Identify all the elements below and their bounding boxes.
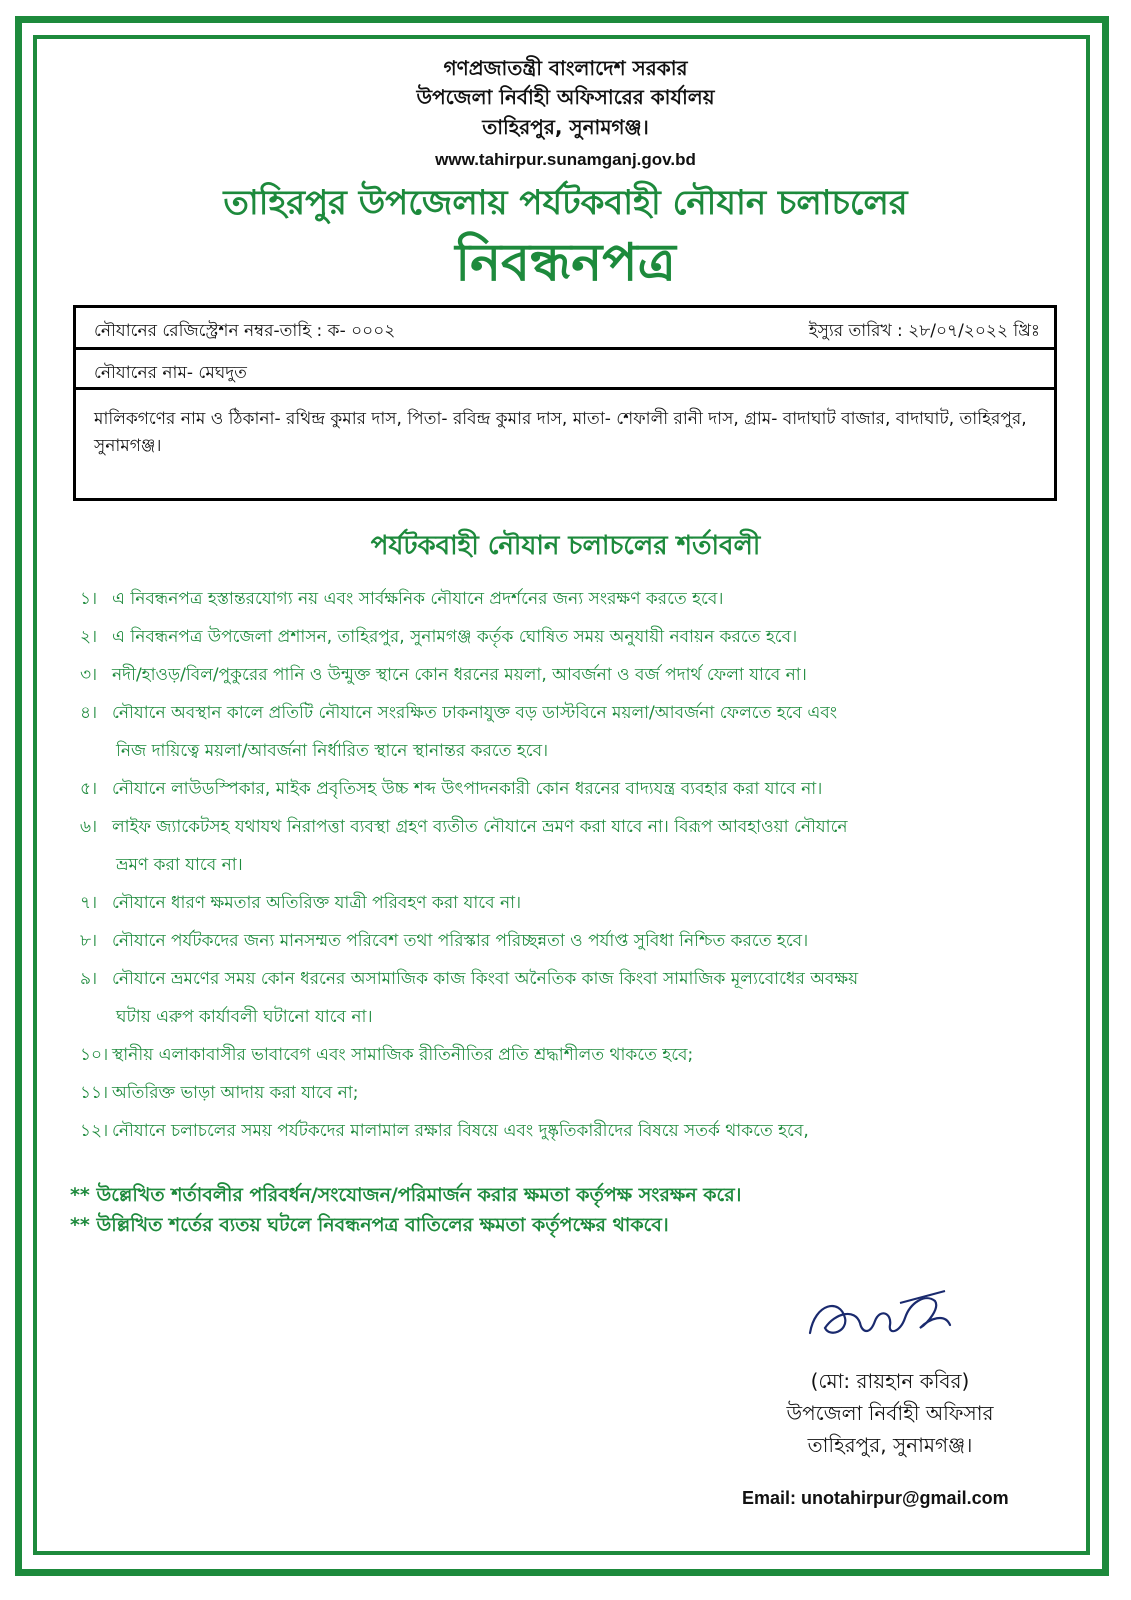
condition-item — [80, 580, 1040, 618]
conditions-title: পর্যটকবাহী নৌযান চলাচলের শর্তাবলী — [370, 531, 761, 561]
condition-item — [80, 922, 1040, 960]
condition-text: নৌযানে ভ্রমণের সময় কোন ধরনের অসামাজিক কাজ কিংবা অনৈতিক কাজ কিংবা সামাজিক মূল্যবোধের অবক্ষয় — [112, 969, 859, 989]
boat-name: নৌযানের নাম- মেঘদুত — [94, 363, 247, 383]
condition-number: ৭। — [80, 893, 98, 913]
note-line: ** উল্লেখিত শর্তাবলীর পরিবর্ধন/সংযোজন/পরিমার্জন করার ক্ষমতা কর্তৃপক্ষ সংরক্ষন করে। — [70, 1184, 742, 1206]
condition-text: নদী/হাওড়/বিল/পুকুরের পানি ও উন্মুক্ত স্থানে কোন ধরনের ময়লা, আবর্জনা ও বর্জ পদার্থ ফেলা যাবে না। — [112, 665, 807, 685]
boat-name-row — [76, 350, 1054, 390]
government-name: গণপ্রজাতন্ত্রী বাংলাদেশ সরকার — [443, 56, 688, 80]
condition-item — [80, 960, 1040, 1036]
notes-section — [70, 1180, 1040, 1240]
handwritten-signature — [800, 1283, 960, 1353]
condition-number: ৬। — [80, 817, 98, 837]
signatory-name: (মো: রায়হান কবির) — [810, 1369, 970, 1393]
condition-text: অতিরিক্ত ভাড়া আদায় করা যাবে না; — [112, 1083, 359, 1103]
condition-number: ৯। — [80, 969, 98, 989]
condition-number: ৫। — [80, 779, 98, 799]
condition-text: নৌযানে চলাচলের সময় পর্যটকদের মালামাল রক্ষার বিষয়ে এবং দুষ্কৃতিকারীদের বিষয়ে সতর্ক থাকতে হবে, — [112, 1121, 809, 1141]
condition-text: লাইফ জ্যাকেটসহ যথাযথ নিরাপত্তা ব্যবস্থা গ্রহণ ব্যতীত নৌযানে ভ্রমণ করা যাবে না। বিরূপ আবহাওয়া নৌযানে — [112, 817, 848, 837]
office-name: উপজেলা নির্বাহী অফিসারের কার্যালয় — [416, 85, 715, 109]
condition-number: ৮। — [80, 931, 98, 951]
owner-row — [76, 390, 1054, 500]
condition-item — [80, 694, 1040, 770]
contact-email[interactable]: Email: unotahirpur@gmail.com — [742, 1488, 1009, 1508]
condition-text: স্থানীয় এলাকাবাসীর ভাবাবেগ এবং সামাজিক রীতিনীতির প্রতি শ্রদ্ধাশীলত থাকতে হবে; — [112, 1045, 694, 1065]
condition-item — [80, 656, 1040, 694]
condition-number: ৪। — [80, 703, 98, 723]
issue-date: ইস্যুর তারিখ : ২৮/০৭/২০২২ খ্রিঃ — [808, 321, 1040, 341]
signatory-designation: উপজেলা নির্বাহী অফিসার — [786, 1401, 994, 1425]
condition-text: নৌযানে লাউডস্পিকার, মাইক প্রবৃতিসহ উচ্চ শব্দ উৎপাদনকারী কোন ধরনের বাদ্যযন্ত্র ব্যবহার করা যাবে না। — [112, 779, 823, 799]
condition-number: ১। — [80, 589, 98, 609]
website-link[interactable]: www.tahirpur.sunamganj.gov.bd — [435, 150, 696, 169]
registration-number: নৌযানের রেজিস্ট্রেশন নম্বর-তাহি : ক- ০০০২ — [94, 321, 396, 341]
condition-number: ৩। — [80, 665, 98, 685]
owner-details: মালিকগণের নাম ও ঠিকানা- রথিন্দ্র কুমার দাস, পিতা- রবিন্দ্র কুমার দাস, মাতা- শেফালী রানী দাস, গ্রাম- বাদাঘাট বাজার, বাদাঘাট, তাহিরপুর, সুনামগঞ্জ। — [94, 409, 1027, 456]
note-line: ** উল্লিখিত শর্তের ব্যতয় ঘটলে নিবন্ধনপত্র বাতিলের ক্ষমতা কর্তৃপক্ষের থাকবে। — [70, 1214, 669, 1236]
condition-text: নৌযানে পর্যটকদের জন্য মানসম্মত পরিবেশ তথা পরিস্কার পরিচ্ছন্নতা ও পর্যাপ্ত সুবিধা নিশ্চিত করতে হবে। — [112, 931, 809, 951]
condition-text-continued: ভ্রমণ করা যাবে না। — [116, 855, 243, 875]
condition-text-continued: ঘটায় এরুপ কার্যাবলী ঘটানো যাবে না। — [116, 1007, 373, 1027]
condition-item — [80, 770, 1040, 808]
condition-text: নৌযানে অবস্থান কালে প্রতিটি নৌযানে সংরক্ষিত ঢাকনাযুক্ত বড় ডাস্টবিনে ময়লা/আবর্জনা ফেলতে হবে এবং — [112, 703, 838, 723]
condition-text: এ নিবন্ধনপত্র হস্তান্তরযোগ্য নয় এবং সার্বক্ষনিক নৌযানে প্রদর্শনের জন্য সংরক্ষণ করতে হবে। — [112, 589, 724, 609]
condition-number: ১২। — [80, 1121, 109, 1141]
condition-text: নৌযানে ধারণ ক্ষমতার অতিরিক্ত যাত্রী পরিবহণ করা যাবে না। — [112, 893, 522, 913]
condition-text-continued: নিজ দায়িত্বে ময়লা/আবর্জনা নির্ধারিত স্থানে স্থানান্তর করতে হবে। — [116, 741, 549, 761]
document-title-line2: নিবন্ধনপত্র — [455, 233, 676, 293]
condition-number: ১১। — [80, 1083, 109, 1103]
conditions-list — [80, 580, 1040, 1150]
condition-item — [80, 1112, 1040, 1150]
condition-number: ১০। — [80, 1045, 109, 1065]
registration-table — [73, 305, 1057, 501]
condition-item — [80, 1074, 1040, 1112]
condition-item — [80, 884, 1040, 922]
condition-item — [80, 1036, 1040, 1074]
signatory-location: তাহিরপুর, সুনামগঞ্জ। — [807, 1433, 973, 1457]
condition-item — [80, 808, 1040, 884]
condition-item — [80, 618, 1040, 656]
registration-row — [76, 308, 1054, 350]
signature-block — [740, 1365, 1040, 1461]
condition-text: এ নিবন্ধনপত্র উপজেলা প্রশাসন, তাহিরপুর, সুনামগঞ্জ কর্তৃক ঘোষিত সময় অনুযায়ী নবায়ন করতে হবে। — [112, 627, 798, 647]
condition-number: ২। — [80, 627, 98, 647]
office-location: তাহিরপুর, সুনামগঞ্জ। — [482, 115, 649, 139]
document-title-line1: তাহিরপুর উপজেলায় পর্যটকবাহী নৌযান চলাচলের — [223, 183, 908, 223]
